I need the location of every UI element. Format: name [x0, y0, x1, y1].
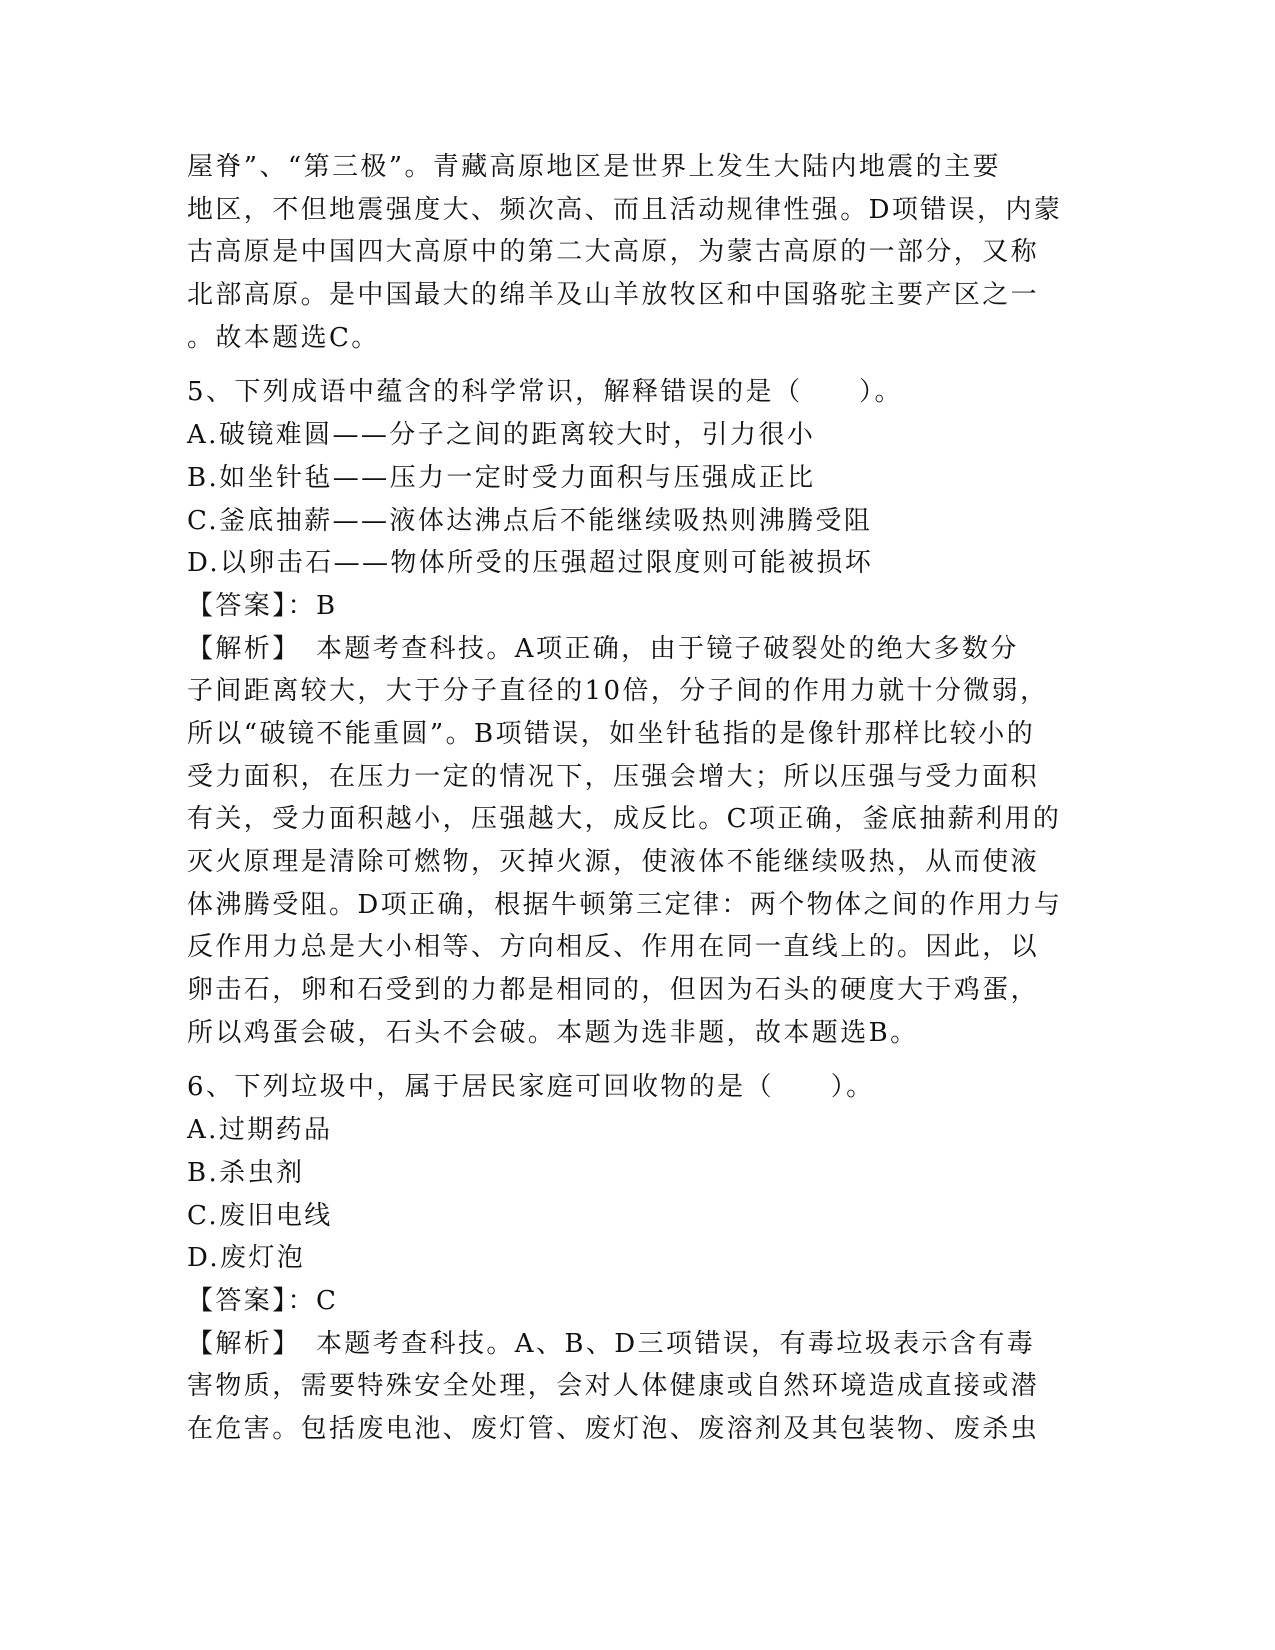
answer: 【答案】：B	[187, 590, 338, 621]
question-stem: 5、下列成语中蕴含的科学常识，解释错误的是（ ）。	[187, 377, 903, 408]
question-stem: 6、下列垃圾中，属于居民家庭可回收物的是（ ）。	[187, 1072, 875, 1103]
option-a: A.破镜难圆——分子之间的距离较大时，引力很小	[187, 420, 816, 451]
explanation-line: 反作用力总是大小相等、方向相反、作用在同一直线上的。因此，以	[187, 932, 1040, 963]
explanation-line: 在危害。包括废电池、废灯管、废灯泡、废溶剂及其包装物、废杀虫	[187, 1413, 1040, 1444]
explanation-line: 【解析】 本题考查科技。A、B、D三项错误，有毒垃圾表示含有毒	[187, 1328, 1036, 1359]
explanation-line: 所以“破镜不能重圆”。B项错误，如坐针毡指的是像针那样比较小的	[187, 718, 1036, 749]
explanation-line: 子间距离较大，大于分子直径的10倍，分子间的作用力就十分微弱，	[187, 676, 1049, 707]
text-line: 北部高原。是中国最大的绵羊及山羊放牧区和中国骆驼主要产区之一	[187, 280, 1040, 311]
option-c: C.釜底抽薪——液体达沸点后不能继续吸热则沸腾受阻	[187, 505, 873, 536]
explanation-line: 灭火原理是清除可燃物，灭掉火源，使液体不能继续吸热，从而使液	[187, 847, 1040, 877]
option-d: D.废灯泡	[187, 1243, 306, 1274]
option-c: C.废旧电线	[187, 1200, 333, 1231]
explanation-line: 受力面积，在压力一定的情况下，压强会增大；所以压强与受力面积	[187, 761, 1040, 792]
option-list	[187, 1109, 1087, 1280]
explanation-line: 害物质，需要特殊安全处理，会对人体健康或自然环境造成直接或潜	[187, 1371, 1040, 1402]
option-a: A.过期药品	[187, 1115, 333, 1146]
explanation	[187, 628, 1087, 1055]
explanation	[187, 1323, 1087, 1451]
previous-explanation-continuation	[187, 146, 1087, 359]
page-content	[187, 146, 1087, 1451]
text-line: 。故本题选C。	[187, 322, 380, 353]
question-6	[187, 1066, 1087, 1450]
answer: 【答案】：C	[187, 1285, 339, 1316]
text-line: 古高原是中国四大高原中的第二大高原，为蒙古高原的一部分，又称	[187, 237, 1040, 268]
question-5	[187, 371, 1087, 1054]
text-line: 屋脊”、“第三极”。青藏高原地区是世界上发生大陆内地震的主要	[187, 152, 1001, 182]
text-line: 地区，不但地震强度大、频次高、而且活动规律性强。D项错误，内蒙	[187, 194, 1063, 225]
option-d: D.以卵击石——物体所受的压强超过限度则可能被损坏	[187, 548, 874, 579]
explanation-line: 卵击石，卵和石受到的力都是相同的，但因为石头的硬度大于鸡蛋，	[187, 975, 1040, 1006]
option-b: B.杀虫剂	[187, 1157, 305, 1188]
option-list	[187, 414, 1087, 585]
explanation-line: 有关，受力面积越小，压强越大，成反比。C项正确，釜底抽薪利用的	[187, 804, 1062, 835]
explanation-line: 体沸腾受阻。D项正确，根据牛顿第三定律：两个物体之间的作用力与	[187, 889, 1063, 920]
option-b: B.如坐针毡——压力一定时受力面积与压强成正比	[187, 462, 816, 493]
explanation-line: 所以鸡蛋会破，石头不会破。本题为选非题，故本题选B。	[187, 1017, 919, 1048]
explanation-line: 【解析】 本题考查科技。A项正确，由于镜子破裂处的绝大多数分	[187, 633, 1019, 664]
